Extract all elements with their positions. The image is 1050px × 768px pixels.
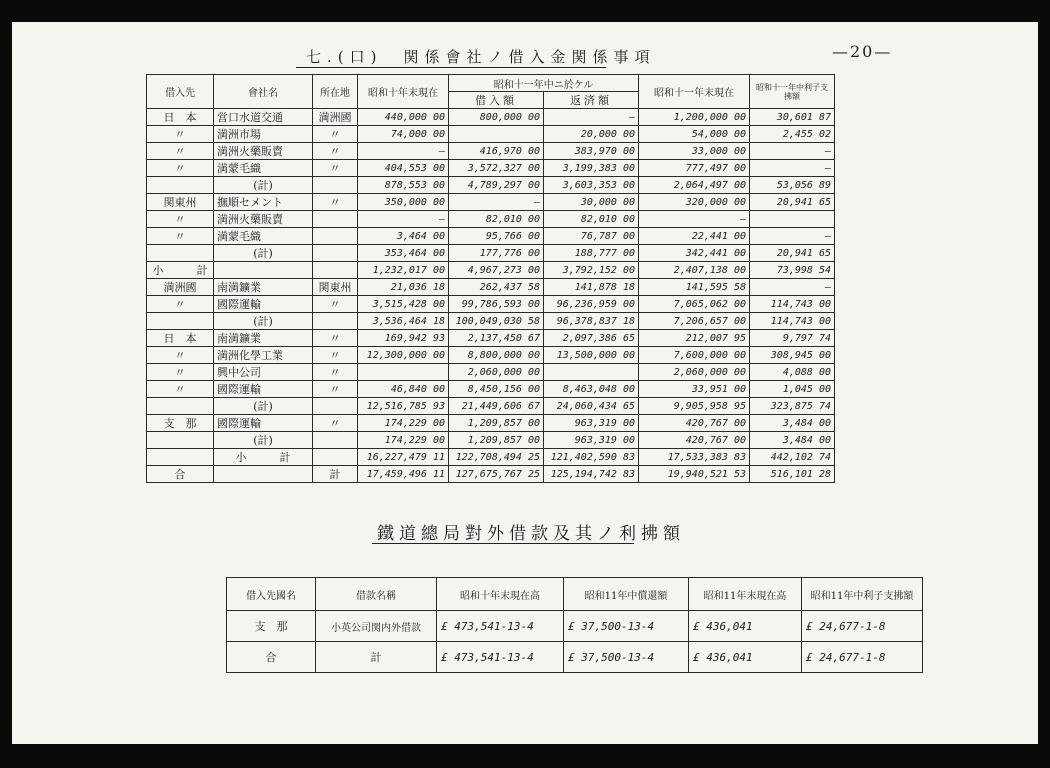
- borrowed-cell: 1,209,857 00: [449, 432, 544, 449]
- end-s11-cell: 7,600,000 00: [639, 347, 750, 364]
- location-cell: [313, 432, 358, 449]
- location-cell: 〃: [313, 143, 358, 160]
- end-s11-cell: 19,940,521 53: [639, 466, 750, 483]
- company-cell: (計): [214, 177, 313, 194]
- debt-col-header: 昭和11年中利子支拂額: [802, 578, 923, 611]
- borrowed-cell: 122,708,494 25: [449, 449, 544, 466]
- lender-cell: [147, 432, 214, 449]
- lender-cell: 〃: [147, 143, 214, 160]
- debt-col-header: 借入先國名: [227, 578, 316, 611]
- interest-cell: 73,998 54: [750, 262, 835, 279]
- repaid-cell: 3,792,152 00: [544, 262, 639, 279]
- borrowed-cell: 99,786,593 00: [449, 296, 544, 313]
- interest-cell: 1,045 00: [750, 381, 835, 398]
- interest-cell: —: [750, 279, 835, 296]
- location-cell: 〃: [313, 194, 358, 211]
- end-s11-cell: 141,595 58: [639, 279, 750, 296]
- table-row: [147, 381, 835, 398]
- debt-cell: £ 24,677-1-8: [802, 642, 923, 673]
- table-row: [147, 143, 835, 160]
- company-cell: 南満鑛業: [214, 279, 313, 296]
- repaid-cell: 24,060,434 65: [544, 398, 639, 415]
- lender-cell: [147, 398, 214, 415]
- company-cell: 興中公司: [214, 364, 313, 381]
- subtotal-row: [147, 262, 835, 279]
- repaid-cell: 13,500,000 00: [544, 347, 639, 364]
- interest-cell: 20,941 65: [750, 245, 835, 262]
- end-s10-cell: 353,464 00: [358, 245, 449, 262]
- col-lender: 借入先: [147, 75, 214, 109]
- end-s10-cell: 12,300,000 00: [358, 347, 449, 364]
- company-cell: 満洲市場: [214, 126, 313, 143]
- page-number: —20—: [832, 42, 893, 61]
- title-underline: [296, 67, 606, 68]
- end-s10-cell: [358, 364, 449, 381]
- end-s10-cell: 12,516,785 93: [358, 398, 449, 415]
- repaid-cell: 963,319 00: [544, 415, 639, 432]
- repaid-cell: 82,010 00: [544, 211, 639, 228]
- col-end-s10: 昭和十年末現在: [358, 75, 449, 109]
- subtotal-row: [147, 177, 835, 194]
- end-s10-cell: —: [358, 211, 449, 228]
- borrowed-cell: —: [449, 194, 544, 211]
- lender-cell: 小 計: [147, 262, 214, 279]
- location-cell: 〃: [313, 364, 358, 381]
- location-cell: 〃: [313, 415, 358, 432]
- interest-cell: —: [750, 228, 835, 245]
- borrowed-cell: 21,449,606 67: [449, 398, 544, 415]
- end-s11-cell: 420,767 00: [639, 432, 750, 449]
- end-s10-cell: 169,942 93: [358, 330, 449, 347]
- subtotal-row: [147, 449, 835, 466]
- end-s10-cell: 46,840 00: [358, 381, 449, 398]
- repaid-cell: 121,402,590 83: [544, 449, 639, 466]
- lender-cell: 日 本: [147, 330, 214, 347]
- lender-cell: [147, 449, 214, 466]
- end-s10-cell: 21,036 18: [358, 279, 449, 296]
- end-s11-cell: 33,951 00: [639, 381, 750, 398]
- company-cell: (計): [214, 398, 313, 415]
- table-row: [147, 279, 835, 296]
- interest-cell: 30,601 87: [750, 109, 835, 126]
- col-company: 會社名: [214, 75, 313, 109]
- end-s11-cell: 320,000 00: [639, 194, 750, 211]
- interest-cell: —: [750, 143, 835, 160]
- location-cell: 〃: [313, 160, 358, 177]
- borrowed-cell: 4,789,297 00: [449, 177, 544, 194]
- ledger-body: [147, 109, 835, 483]
- col-during-s11: 昭和十一年中ニ於ケル: [449, 75, 639, 92]
- debt-col-header: 昭和11年中償還額: [564, 578, 689, 611]
- col-end-s11: 昭和十一年末現在: [639, 75, 750, 109]
- external-debt-table: [226, 577, 923, 673]
- company-cell: 國際運輸: [214, 415, 313, 432]
- table-row: [147, 415, 835, 432]
- repaid-cell: 8,463,048 00: [544, 381, 639, 398]
- end-s10-cell: 404,553 00: [358, 160, 449, 177]
- table-row: [147, 228, 835, 245]
- borrowed-cell: 2,060,000 00: [449, 364, 544, 381]
- debt-cell: £ 37,500-13-4: [564, 611, 689, 642]
- subtotal-row: [147, 398, 835, 415]
- debt-cell: 小英公司関内外借款: [316, 611, 437, 642]
- repaid-cell: —: [544, 109, 639, 126]
- lender-cell: 〃: [147, 347, 214, 364]
- table-row: [147, 194, 835, 211]
- repaid-cell: 2,097,386 65: [544, 330, 639, 347]
- interest-cell: —: [750, 160, 835, 177]
- end-s10-cell: 16,227,479 11: [358, 449, 449, 466]
- debt-body: [227, 611, 923, 673]
- company-cell: 國際運輸: [214, 296, 313, 313]
- end-s11-cell: 54,000 00: [639, 126, 750, 143]
- location-cell: [313, 211, 358, 228]
- lender-cell: [147, 177, 214, 194]
- borrowed-cell: 8,800,000 00: [449, 347, 544, 364]
- company-cell: (計): [214, 313, 313, 330]
- repaid-cell: 963,319 00: [544, 432, 639, 449]
- borrowed-cell: 4,967,273 00: [449, 262, 544, 279]
- end-s10-cell: 74,000 00: [358, 126, 449, 143]
- borrowed-cell: [449, 126, 544, 143]
- end-s10-cell: —: [358, 143, 449, 160]
- location-cell: [313, 245, 358, 262]
- repaid-cell: 76,787 00: [544, 228, 639, 245]
- end-s11-cell: 7,206,657 00: [639, 313, 750, 330]
- location-cell: 計: [313, 466, 358, 483]
- company-cell: 満洲火藥販賣: [214, 211, 313, 228]
- location-cell: 〃: [313, 126, 358, 143]
- debt-title-underline: [372, 543, 634, 544]
- company-cell: (計): [214, 432, 313, 449]
- company-cell: (計): [214, 245, 313, 262]
- company-cell: 南満鑛業: [214, 330, 313, 347]
- borrowed-cell: 1,209,857 00: [449, 415, 544, 432]
- lender-cell: 〃: [147, 160, 214, 177]
- debt-cell: £ 473,541-13-4: [437, 642, 564, 673]
- debt-row: [227, 642, 923, 673]
- debt-cell: 計: [316, 642, 437, 673]
- lender-cell: 満洲國: [147, 279, 214, 296]
- interest-cell: 2,455 02: [750, 126, 835, 143]
- table-row: [147, 211, 835, 228]
- location-cell: 〃: [313, 296, 358, 313]
- repaid-cell: 96,236,959 00: [544, 296, 639, 313]
- end-s10-cell: 3,515,428 00: [358, 296, 449, 313]
- subtotal-row: [147, 432, 835, 449]
- debt-cell: £ 37,500-13-4: [564, 642, 689, 673]
- repaid-cell: 3,603,353 00: [544, 177, 639, 194]
- borrowed-cell: 127,675,767 25: [449, 466, 544, 483]
- col-location: 所在地: [313, 75, 358, 109]
- borrowed-cell: 100,049,030 58: [449, 313, 544, 330]
- interest-cell: 516,101 28: [750, 466, 835, 483]
- repaid-cell: 141,878 18: [544, 279, 639, 296]
- section-title: 七.(口) 関係會社ノ借入金関係事項: [306, 48, 656, 66]
- lender-cell: 日 本: [147, 109, 214, 126]
- lender-cell: [147, 313, 214, 330]
- location-cell: 〃: [313, 330, 358, 347]
- borrowed-cell: 3,572,327 00: [449, 160, 544, 177]
- lender-cell: 関東州: [147, 194, 214, 211]
- location-cell: 〃: [313, 347, 358, 364]
- debt-header-row: [227, 578, 923, 611]
- table-row: [147, 160, 835, 177]
- debt-col-header: 昭和11年末現在高: [689, 578, 802, 611]
- repaid-cell: 383,970 00: [544, 143, 639, 160]
- interest-cell: 114,743 00: [750, 313, 835, 330]
- col-borrowed: 借入額: [449, 92, 544, 109]
- borrowed-cell: 2,137,450 67: [449, 330, 544, 347]
- col-interest: 昭和十一年中利子支拂額: [750, 75, 835, 109]
- company-cell: 撫順セメント: [214, 194, 313, 211]
- interest-cell: [750, 211, 835, 228]
- table-row: [147, 364, 835, 381]
- borrowed-cell: 800,000 00: [449, 109, 544, 126]
- company-cell: 営口水道交通: [214, 109, 313, 126]
- location-cell: [313, 228, 358, 245]
- end-s11-cell: 7,065,062 00: [639, 296, 750, 313]
- interest-cell: 4,088 00: [750, 364, 835, 381]
- end-s11-cell: 1,200,000 00: [639, 109, 750, 126]
- debt-title: 鐵道總局對外借款及其ノ利拂額: [377, 524, 685, 544]
- end-s10-cell: 174,229 00: [358, 432, 449, 449]
- repaid-cell: 20,000 00: [544, 126, 639, 143]
- borrowed-cell: 82,010 00: [449, 211, 544, 228]
- borrowed-cell: 8,450,156 00: [449, 381, 544, 398]
- interest-cell: 3,484 00: [750, 415, 835, 432]
- repaid-cell: 125,194,742 83: [544, 466, 639, 483]
- subtotal-row: [147, 313, 835, 330]
- end-s11-cell: 777,497 00: [639, 160, 750, 177]
- end-s10-cell: 1,232,017 00: [358, 262, 449, 279]
- end-s11-cell: 9,905,958 95: [639, 398, 750, 415]
- lender-cell: [147, 245, 214, 262]
- interest-cell: 9,797 74: [750, 330, 835, 347]
- location-cell: 満洲國: [313, 109, 358, 126]
- end-s11-cell: 2,060,000 00: [639, 364, 750, 381]
- location-cell: [313, 313, 358, 330]
- company-cell: 小 計: [214, 449, 313, 466]
- borrowed-cell: 416,970 00: [449, 143, 544, 160]
- lender-cell: 〃: [147, 228, 214, 245]
- interest-cell: 323,875 74: [750, 398, 835, 415]
- company-cell: 國際運輸: [214, 381, 313, 398]
- company-cell: 満洲火藥販賣: [214, 143, 313, 160]
- end-s11-cell: 2,407,138 00: [639, 262, 750, 279]
- subtotal-row: [147, 466, 835, 483]
- location-cell: 〃: [313, 381, 358, 398]
- borrowing-ledger-table: [146, 74, 835, 483]
- company-cell: 満蒙毛織: [214, 160, 313, 177]
- company-cell: 満蒙毛織: [214, 228, 313, 245]
- company-cell: [214, 466, 313, 483]
- company-cell: [214, 262, 313, 279]
- location-cell: [313, 449, 358, 466]
- end-s11-cell: 342,441 00: [639, 245, 750, 262]
- interest-cell: 308,945 00: [750, 347, 835, 364]
- end-s11-cell: 17,533,383 83: [639, 449, 750, 466]
- repaid-cell: 3,199,383 00: [544, 160, 639, 177]
- borrowed-cell: 95,766 00: [449, 228, 544, 245]
- debt-col-header: 借款名稱: [316, 578, 437, 611]
- debt-cell: £ 473,541-13-4: [437, 611, 564, 642]
- table-row: [147, 330, 835, 347]
- end-s10-cell: 3,536,464 18: [358, 313, 449, 330]
- repaid-cell: [544, 364, 639, 381]
- end-s10-cell: 350,000 00: [358, 194, 449, 211]
- lender-cell: 合: [147, 466, 214, 483]
- repaid-cell: 188,777 00: [544, 245, 639, 262]
- end-s11-cell: 22,441 00: [639, 228, 750, 245]
- lender-cell: 〃: [147, 126, 214, 143]
- end-s11-cell: —: [639, 211, 750, 228]
- interest-cell: 3,484 00: [750, 432, 835, 449]
- interest-cell: 114,743 00: [750, 296, 835, 313]
- company-cell: 満洲化學工業: [214, 347, 313, 364]
- debt-row: [227, 611, 923, 642]
- debt-cell: £ 436,041: [689, 611, 802, 642]
- interest-cell: 442,102 74: [750, 449, 835, 466]
- location-cell: [313, 262, 358, 279]
- repaid-cell: 96,378,837 18: [544, 313, 639, 330]
- debt-cell: 合: [227, 642, 316, 673]
- end-s10-cell: 174,229 00: [358, 415, 449, 432]
- table-row: [147, 296, 835, 313]
- end-s11-cell: 33,000 00: [639, 143, 750, 160]
- debt-cell: £ 24,677-1-8: [802, 611, 923, 642]
- end-s10-cell: 878,553 00: [358, 177, 449, 194]
- interest-cell: 53,056 89: [750, 177, 835, 194]
- end-s11-cell: 420,767 00: [639, 415, 750, 432]
- end-s10-cell: 17,459,496 11: [358, 466, 449, 483]
- end-s10-cell: 440,000 00: [358, 109, 449, 126]
- end-s10-cell: 3,464 00: [358, 228, 449, 245]
- lender-cell: 支 那: [147, 415, 214, 432]
- location-cell: [313, 177, 358, 194]
- lender-cell: 〃: [147, 211, 214, 228]
- lender-cell: 〃: [147, 364, 214, 381]
- debt-cell: £ 436,041: [689, 642, 802, 673]
- borrowed-cell: 262,437 58: [449, 279, 544, 296]
- debt-cell: 支 那: [227, 611, 316, 642]
- table-row: [147, 109, 835, 126]
- end-s11-cell: 2,064,497 00: [639, 177, 750, 194]
- page-number-value: 20: [850, 42, 875, 61]
- table-row: [147, 347, 835, 364]
- lender-cell: 〃: [147, 381, 214, 398]
- debt-col-header: 昭和十年末現在高: [437, 578, 564, 611]
- subtotal-row: [147, 245, 835, 262]
- col-repaid: 返済額: [544, 92, 639, 109]
- end-s11-cell: 212,007 95: [639, 330, 750, 347]
- interest-cell: 20,941 65: [750, 194, 835, 211]
- table-row: [147, 126, 835, 143]
- borrowed-cell: 177,776 00: [449, 245, 544, 262]
- location-cell: 関東州: [313, 279, 358, 296]
- repaid-cell: 30,000 00: [544, 194, 639, 211]
- lender-cell: 〃: [147, 296, 214, 313]
- location-cell: [313, 398, 358, 415]
